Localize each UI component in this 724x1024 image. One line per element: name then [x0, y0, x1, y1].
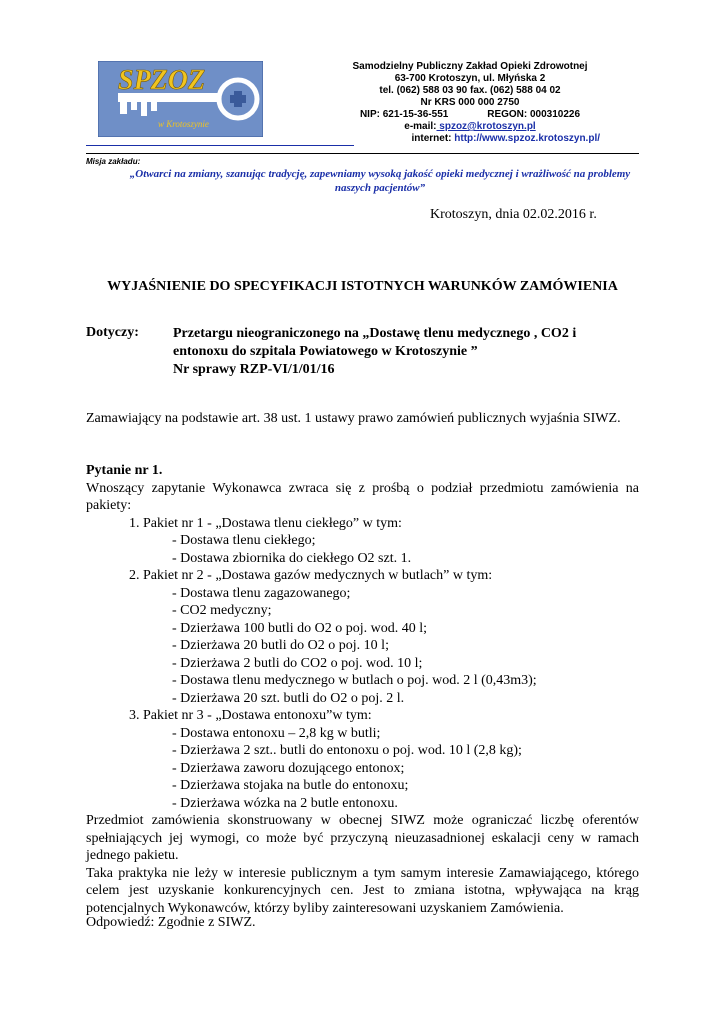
question-paragraph: Przedmiot zamówienia skonstruowany w obecnej SIWZ może ograniczać liczbę oferentów spełniających jej wymogi, co może być przyczyną nieuzasadnionej eskalacji ceny w ramach jednego pakietu.	[86, 813, 639, 863]
package-label: 1. Pakiet nr 1 - „Dostawa tlenu ciekłego” w tym:	[129, 515, 402, 531]
package-item: - Dzierżawa 20 szt. butli do O2 o poj. 2 l.	[172, 690, 405, 706]
question-block	[86, 462, 639, 917]
package-label: 2. Pakiet nr 2 - „Dostawa gazów medycznych w butlach” w tym:	[129, 568, 493, 583]
question-lead: Wnoszący zapytanie Wykonawca zwraca się z prośbą o podział przedmiotu zamówienia na pakiety:	[86, 480, 639, 513]
internet-link[interactable]: http://www.spzoz.krotoszyn.pl/	[451, 133, 600, 144]
package-item: - Dzierżawa wózka na 2 butle entonoxu.	[172, 795, 398, 811]
header-divider	[86, 153, 639, 154]
question-paragraph: Taka praktyka nie leży w interesie publicznym a tym samym interesie Zamawiającego, którego celem jest uzyskanie konkurencyjnych cen. Jest to zmiana istotna, wpływająca na krąg potencjalnych Wykonawców, którzy byliby zainteresowani uzyskaniem Zamówienia.	[86, 865, 639, 916]
case-number: Nr sprawy RZP-VI/1/01/16	[173, 362, 335, 377]
email-line	[300, 121, 640, 133]
subject-line: Przetargu nieograniczonego na „Dostawę tlenu medycznego , CO2 i	[173, 326, 577, 341]
internet-line	[300, 133, 640, 145]
email-label: e-mail:	[404, 121, 437, 132]
package-item: - Dzierżawa 2 butli do CO2 o poj. wod. 10 l;	[172, 655, 423, 671]
email-link[interactable]: spzoz@krotoszyn.pl	[436, 121, 536, 132]
package-item: - Dostawa tlenu medycznego w butlach o poj. wod. 2 l (0,43m3);	[172, 673, 537, 688]
header-line: tel. (062) 588 03 90 fax. (062) 588 04 02	[379, 85, 561, 96]
subject-line: entonoxu do szpitala Powiatowego w Krotoszynie ”	[173, 344, 478, 359]
logo-subtext: w Krotoszynie	[158, 119, 209, 129]
package-item: - Dzierżawa stojaka na butle do entonoxu;	[172, 778, 409, 793]
package-item: - Dzierżawa zaworu dozującego entonox;	[172, 760, 405, 776]
header-line: NIP: 621-15-36-551 REGON: 000310226	[359, 109, 581, 120]
internet-label: internet:	[411, 133, 452, 144]
document-date: Krotoszyn, dnia 02.02.2016 r.	[430, 207, 597, 222]
package-label: 3. Pakiet nr 3 - „Dostawa entonoxu”w tym:	[129, 708, 372, 723]
package-item: - Dzierżawa 100 butli do O2 o poj. wod. 40 l;	[172, 620, 428, 636]
institution-header	[300, 61, 640, 145]
package-item: - Dostawa tlenu zagazowanego;	[172, 585, 351, 601]
header-underline	[86, 145, 354, 146]
document-title: WYJAŚNIENIE DO SPECYFIKACJI ISTOTNYCH WARUNKÓW ZAMÓWIENIA	[107, 279, 618, 294]
package-item: - Dostawa zbiornika do ciekłego O2 szt. 1.	[172, 550, 412, 566]
package-item: - Dostawa entonoxu – 2,8 kg w butli;	[172, 725, 381, 741]
intro-paragraph: Zamawiający na podstawie art. 38 ust. 1 ustawy prawo zamówień publicznych wyjaśnia SIWZ.	[86, 411, 621, 426]
logo-text: SPZOZ	[118, 65, 206, 96]
package-item: - Dzierżawa 2 szt.. butli do entonoxu o poj. wod. 10 l (2,8 kg);	[172, 743, 522, 758]
question-heading: Pytanie nr 1.	[86, 463, 163, 478]
header-line: 63-700 Krotoszyn, ul. Młyńska 2	[394, 73, 546, 84]
answer: Odpowiedź: Zgodnie z SIWZ.	[86, 915, 256, 930]
mission-statement: „Otwarci na zmiany, szanując tradycję, zapewniamy wysoką jakość opieki medycznej i wrażliwość na problemy naszych pacjentów”	[129, 168, 631, 194]
header-line: Samodzielny Publiczny Zakład Opieki Zdrowotnej	[352, 61, 588, 72]
header-line: Nr KRS 000 000 2750	[420, 97, 520, 108]
subject-label: Dotyczy:	[86, 325, 139, 340]
spzoz-logo	[98, 61, 263, 137]
mission-label: Misja zakładu:	[86, 157, 141, 166]
package-item: - Dostawa tlenu ciekłego;	[172, 533, 316, 548]
subject-text	[173, 325, 633, 379]
package-item: - CO2 medyczny;	[172, 603, 272, 618]
package-item: - Dzierżawa 20 butli do O2 o poj. 10 l;	[172, 638, 389, 653]
